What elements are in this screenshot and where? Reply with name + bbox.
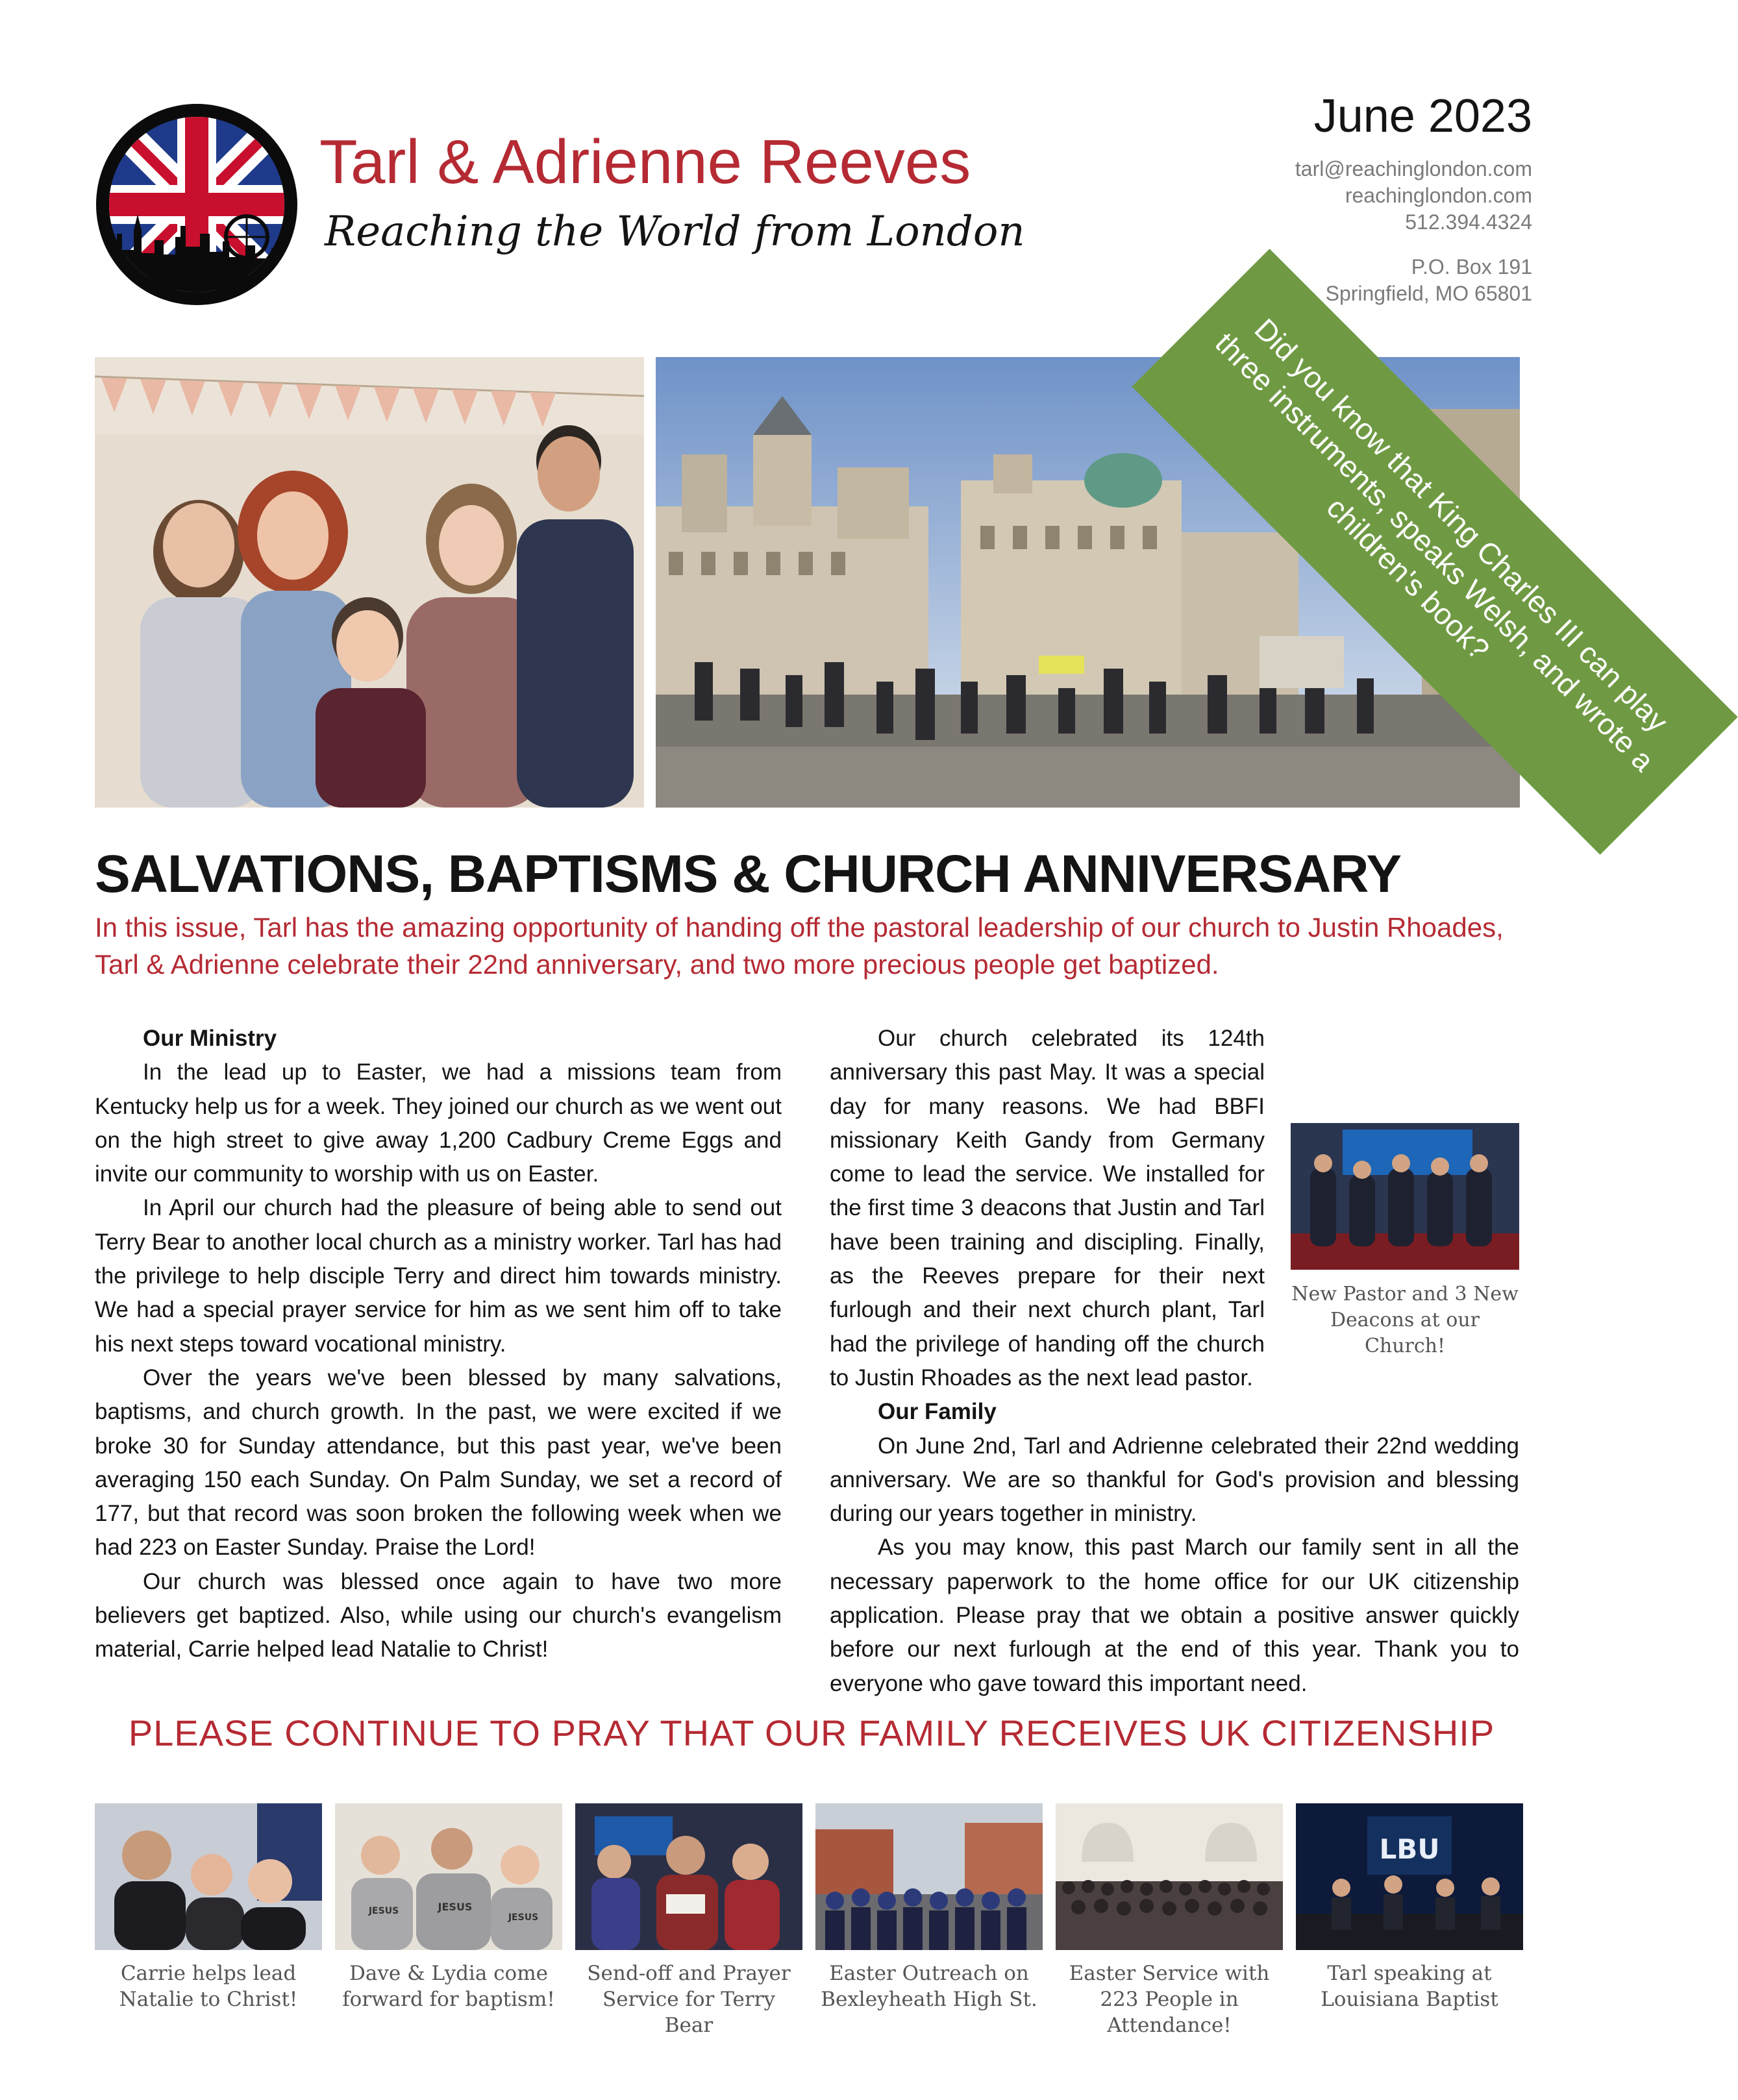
svg-text:JESUS: JESUS — [368, 1906, 399, 1916]
anniversary-text: Our church celebrated its 124th anniversary this past May. It was a special day for many reasons. We had BBFI missionary Keith Gandy from Germany come to lead the service. We installed for the first time 3 deacons that Justin and Tarl have been training and discipling. Finally, as the Reeves prepare for their next furlough and their next church plant, Tarl had the privilege of handing off the church to Justin Rhoades as the next lead pastor. — [830, 1026, 1265, 1390]
gallery-item-dave-lydia — [335, 1803, 562, 2012]
ministry-paragraph-2: In April our church had the pleasure of being able to send out Terry Bear to another local church as a ministry worker. Tarl has had the privilege to help disciple Terry and direct him towards ministry. We had a special prayer service for him as we sent him off to take his next steps toward vocational ministry. — [95, 1195, 782, 1357]
gallery-caption: Carrie helps lead Natalie to Christ! — [119, 1962, 298, 2011]
svg-text:JESUS: JESUS — [438, 1901, 473, 1913]
right-column — [830, 1022, 1519, 1701]
gallery-item-easter-outreach — [815, 1803, 1043, 2012]
ministry-heading: Our Ministry — [143, 1026, 277, 1051]
prayer-request-banner: PLEASE CONTINUE TO PRAY THAT OUR FAMILY RECEIVES UK CITIZENSHIP — [128, 1712, 1495, 1753]
intro-text: In this issue, Tarl has the amazing opportunity of handing off the pastoral leadership of our church to Justin Rhoades, Tarl & Adrienne celebrate their 22nd anniversary, and two more precious people get baptized. — [95, 912, 1504, 980]
ministry-paragraph-1: In the lead up to Easter, we had a missions team from Kentucky help us for a week. They joined our church as we went out on the high street to give away 1,200 Cadbury Creme Eggs and invite our community to worship with us on Easter. — [95, 1059, 782, 1187]
gallery-caption: Tarl speaking at Louisiana Baptist — [1321, 1962, 1498, 2011]
fact-banner-clip — [656, 312, 1675, 808]
family-paragraph-1: On June 2nd, Tarl and Adrienne celebrated their 22nd wedding anniversary. We are so thankful for God's provision and blessing during our years together in ministry. — [830, 1433, 1519, 1527]
contact-email[interactable]: tarl@reachinglondon.com — [1295, 157, 1532, 180]
gallery-item-easter-service — [1056, 1803, 1283, 2038]
tagline: Reaching the World from London — [325, 208, 1025, 256]
contact-po-box: P.O. Box 191 — [1411, 255, 1532, 278]
org-name: Tarl & Adrienne Reeves — [319, 127, 971, 197]
gallery-caption: Send-off and Prayer Service for Terry Bear — [587, 1962, 791, 2037]
contact-phone: 512.394.4324 — [1405, 210, 1532, 234]
headline: SALVATIONS, BAPTISMS & CHURCH ANNIVERSARY — [95, 845, 1402, 904]
contact-website[interactable]: reachinglondon.com — [1345, 184, 1532, 207]
issue-date: June 2023 — [1313, 90, 1532, 142]
gallery-photo — [335, 1803, 562, 1950]
gallery-photo — [1296, 1803, 1523, 1950]
gallery-caption: Dave & Lydia come forward for baptism! — [342, 1962, 555, 2011]
gallery-photo — [815, 1803, 1043, 1950]
fact-banner: Did you know that King Charles III can play three instruments, speaks Welsh, and wrote a children's book? — [1132, 249, 1737, 854]
ministry-paragraph-4: Our church was blessed once again to have two more believers get baptized. Also, while using our church's evangelism material, Carrie helped lead Natalie to Christ! — [95, 1568, 782, 1662]
family-heading: Our Family — [878, 1399, 997, 1425]
gallery-caption: Easter Outreach on Bexleyheath High St. — [821, 1962, 1037, 2011]
pastor-figure — [1291, 1123, 1519, 1359]
logo-union-jack-icon — [96, 104, 297, 305]
pastor-caption: New Pastor and 3 New Deacons at our Church! — [1291, 1283, 1519, 1357]
contact-city: Springfield, MO 65801 — [1325, 282, 1532, 305]
gallery-photo — [575, 1803, 802, 1950]
ministry-paragraph-3: Over the years we've been blessed by many salvations, baptisms, and church growth. In the past, we were excited if we broke 30 for Sunday attendance, but this past year, we've been averaging 150 each Sunday. On Palm Sunday, we set a record of 177, but that record was soon broken the following week when we had 223 on Easter Sunday. Praise the Lord! — [95, 1365, 782, 1561]
gallery-item-carrie — [95, 1803, 322, 2012]
gallery-photo — [1056, 1803, 1283, 1950]
gallery-caption: Easter Service with 223 People in Attendance! — [1069, 1962, 1270, 2037]
left-column — [95, 1022, 782, 1667]
gallery-photo — [95, 1803, 322, 1950]
gallery-item-louisiana-baptist — [1296, 1803, 1523, 2012]
pastor-deacons-photo — [1291, 1123, 1519, 1270]
svg-text:LBU: LBU — [1379, 1833, 1440, 1865]
anniversary-paragraph — [830, 1022, 1519, 1395]
family-photo — [95, 357, 644, 808]
svg-text:JESUS: JESUS — [508, 1912, 539, 1923]
gallery-item-terry-bear — [575, 1803, 802, 2038]
family-paragraph-2: As you may know, this past March our family sent in all the necessary paperwork to the home office for our UK citizenship application. Please pray that we obtain a positive answer quickly before our next furlough at the end of this year. Thank you to everyone who gave toward this important need. — [830, 1535, 1519, 1696]
